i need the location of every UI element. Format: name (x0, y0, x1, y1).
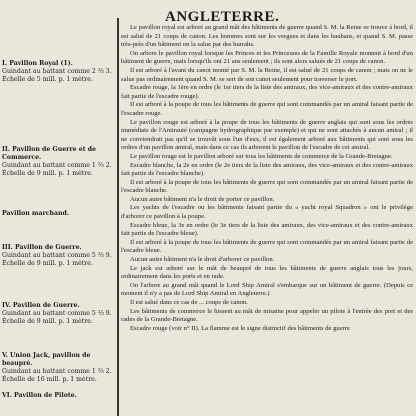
flag-scale: Échelle de 9 mill. p. 1 mètre. (2, 170, 93, 177)
paragraph: Le pavillon royal est arboré au grand mât des bâtiments de guerre quand S. M. la Reine se trouve à bord, il est salué de 21 coups de canon. Les hommes sont sur les vergues et dans les haubans, et quand S. M. passe très-près d'un bâtiment on la salue par des hurrahs. (121, 24, 413, 49)
paragraph: On l'arbore au grand mât quand le Lord Ship Amiral s'embarque sur un bâtiment de guerre. (Depuis ce moment il n'y a pas de Lord Ship Amiral en Angleterre.) (121, 281, 413, 298)
flag-name: VI. Pavillon de Pilote. (2, 392, 77, 399)
flag-scale: Échelle de 5 mill. p. 1 mètre. (2, 76, 93, 83)
flag-entry (2, 244, 114, 268)
paragraph: Escadre bleue, la 3e en ordre (le 3e tiers de la liste des amiraux, des vice-amiraux et des contre-amiraux fait partie de l'escadre bleue). (121, 221, 413, 238)
paragraph: Les yachts de l'escadre ou les bâtiments faisant partie du « yacht royal Squadron » ont le privilège d'arborer ce pavillon à la poupe. (121, 204, 413, 221)
flag-entry (2, 60, 114, 84)
flag-name: V. Union Jack, pavillon de beaupré. (2, 352, 91, 367)
flag-entry (2, 352, 114, 384)
flag-name: II. Pavillon de Guerre et de Commerce. (2, 146, 96, 161)
paragraph: Aucun autre bâtiment n'a le droit d'arborer ce pavillon. (130, 256, 275, 264)
page-title: ANGLETERRE. (165, 9, 280, 25)
flag-scale: Échelle de 16 mill. p. 1 mètre. (2, 376, 97, 383)
paragraph: Il est salué dans ce cas de ... coups de canon. (130, 299, 248, 306)
flag-name: IV. Pavillon de Guerre. (2, 302, 80, 309)
paragraph: Il est arboré à la poupe de tous les bâtiments de guerre qui sont commandés par un amiral faisant partie de l'escadre bleue. (121, 238, 413, 255)
flag-scale: Échelle de 9 mill. p. 1 mètre. (2, 260, 93, 267)
flag-entry (2, 210, 114, 218)
paragraph: Il est arboré à la poupe de tous les bâtiments de guerre qui sont commandés par un amiral faisant partie de l'escadre blanche. (121, 178, 413, 195)
flag-name: III. Pavillon de Guerre. (2, 244, 82, 251)
paragraph: Le jack est arboré sur le mât de beaupré de tous les bâtiments de guerre anglais tous les jours, ordinairement dans les ports et en rade. (121, 264, 413, 281)
paragraph: Aucun autre bâtiment n'a le droit de porter ce pavillon. (130, 195, 275, 203)
column-divider (117, 18, 119, 416)
flag-ratio: Guindant au battant comme 1 ⅔ 2. (2, 368, 112, 375)
flag-name: Pavillon marchand. (2, 210, 69, 217)
paragraph: Escadre blanche, la 2e en ordre (le 2e tiers de la liste des amiraux, des vice-amiraux et des contre-amiraux fait partie de l'escadre blanche). (121, 161, 413, 178)
flag-ratio: Guindant au battant comme 1 ⅔ 2. (2, 162, 112, 169)
flag-entry (2, 146, 114, 178)
paragraph: Il est arboré à la poupe de tous les bâtiments de guerre qui sont commandés par un amiral faisant partie de l'escadre rouge. (121, 101, 413, 117)
paragraph: Escadre rouge (voir n° II). La flamme est le signe distinctif des bâtiments de guerre (130, 324, 350, 332)
flag-ratio: Guindant au battant comme 2 ⅔ 3. (2, 68, 112, 75)
flag-name: I. Pavillon Royal (1). (2, 60, 73, 67)
paragraph: Il est arboré à l'avant du canot monté par S. M. la Reine, il est salué de 21 coups de canon ; mais on ne le salue pas ordinairement quand S. M. se sert de son canot seulement pour traverser le port. (121, 66, 413, 83)
flag-entry (2, 392, 114, 400)
paragraph: On arbore le pavillon royal lorsque les Princes et les Princesses de la Famille Royale montent à bord d'un bâtiment de guerre, mais lorsqu'ils ont 21 ans seulement ; ils sont alors salués de 21 coups de canon. (121, 49, 413, 66)
flag-scale: Échelle de 9 mill. p. 1 mètre. (2, 318, 93, 325)
flag-ratio: Guindant au battant comme 5 ⅔ 9. (2, 310, 112, 317)
paragraph: Escadre rouge, la 1ère en ordre (le 1er tiers de la liste des amiraux, des vice-amiraux et des contre-amiraux fait partie de l'escadre rouge). (121, 84, 413, 100)
flag-ratio: Guindant au battant comme 5 ⅔ 9. (2, 252, 112, 259)
paragraph: Les bâtiments de commerce le hissent au mât de misaine pour appeler un pilote à l'entrée des port et des rades de la Grande-Bretagne. (121, 307, 413, 324)
paragraph: Le pavillon rouge est arboré à la poupe de tous les bâtiments de guerre anglais qui sont sous les ordres immédiats de l'Amirauté (campagne hydrographique par exemple) et qui ne sont attachés à aucun amiral ; il ne conviendrait pas qu'il se trouvât sous l'un d'eux, il est également arboré aux bâtiments qui sont sous les ordres d'un pavillon amiral, mais dans ce cas ils arborent le pavillon de l'escadre de cet amiral. (121, 118, 413, 152)
paragraph: Le pavillon rouge est le pavillon arboré sur tous les bâtiments de commerce de la Grande-Bretagne. (130, 152, 393, 160)
body-text (121, 24, 413, 333)
flag-entry (2, 302, 114, 326)
